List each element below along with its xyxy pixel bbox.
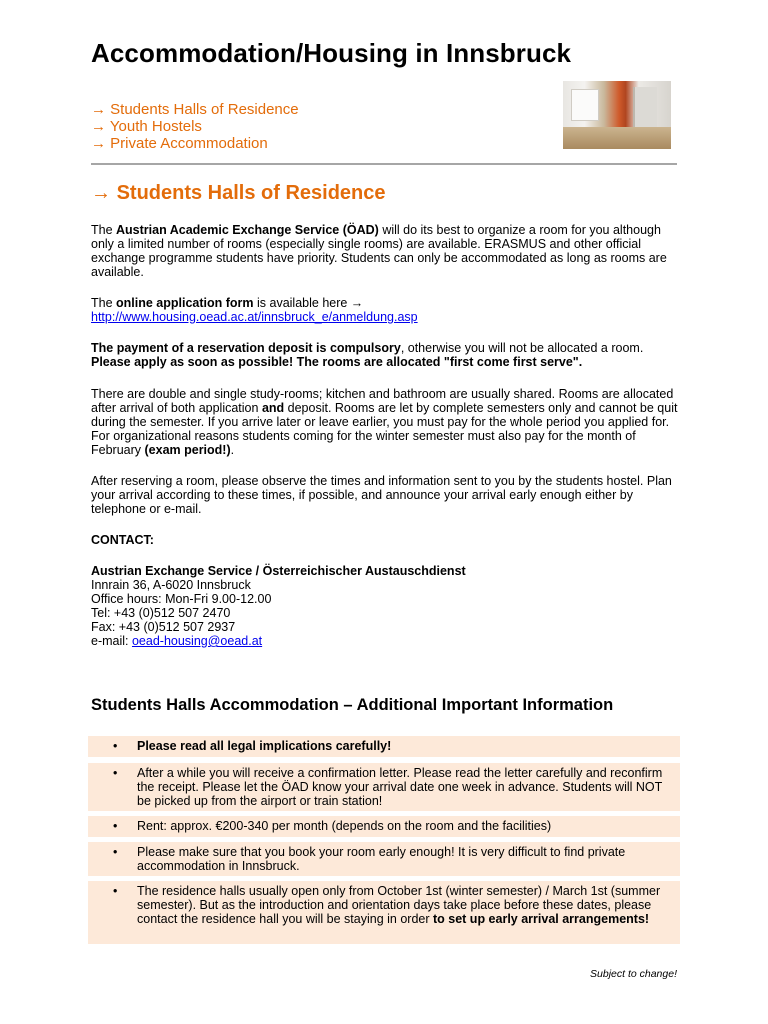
list-item: • The residence halls usually open only from October 1st (winter semester) / March 1st (summer semester). But as the introduction and orientation days take place before these dates, please contact the residence hall you will be staying in order to set up early arrival arrangements! (88, 881, 680, 944)
contact-label: CONTACT: (91, 533, 154, 547)
paragraph-deposit: The payment of a reservation deposit is compulsory, otherwise you will not be allocated a room. Please apply as soon as possible! The rooms are allocated "first come first serve". (91, 341, 644, 369)
page-title: Accommodation/Housing in Innsbruck (91, 38, 572, 68)
arrow-right-icon: → (91, 118, 106, 135)
photo-window (571, 89, 599, 121)
room-photo (563, 81, 671, 149)
footer-note: Subject to change! (590, 968, 677, 980)
additional-info-heading: Students Halls Accommodation – Additional Important Information (91, 696, 614, 714)
toc-link-hostels[interactable]: → Youth Hostels (91, 118, 202, 135)
table-of-contents (91, 101, 299, 152)
contact-hours: Office hours: Mon-Fri 9.00-12.00 (91, 592, 272, 606)
contact-tel: Tel: +43 (0)512 507 2470 (91, 606, 231, 620)
divider (91, 163, 677, 165)
arrow-right-icon: → (91, 182, 111, 204)
list-item: • Rent: approx. €200-340 per month (depends on the room and the facilities) (88, 816, 680, 837)
section-heading: → Students Halls of Residence (91, 182, 386, 204)
arrow-right-icon: → (91, 101, 106, 118)
list-item: • After a while you will receive a confirmation letter. Please read the letter carefully and reconfirm the receipt. Please let the ÖAD know your arrival date one week in advance. Students will NOT be picked up from the airport or train station! (88, 763, 680, 811)
photo-door (633, 87, 657, 131)
toc-link-halls[interactable]: → Students Halls of Residence (91, 101, 299, 118)
contact-block: Austrian Exchange Service / Österreichischer Austauschdienst Innrain 36, A-6020 Innsbruck Office hours: Mon-Fri 9.00-12.00 Tel: +43 (0)512 507 2470 Fax: +43 (0)512 507 2937 e-mail: oead-housing@oead.at (91, 564, 466, 648)
contact-fax: Fax: +43 (0)512 507 2937 (91, 620, 236, 634)
contact-email-link[interactable]: oead-housing@oead.at (131, 634, 263, 648)
list-item: • Please make sure that you book your room early enough! It is very difficult to find private accommodation in Innsbruck. (88, 842, 680, 876)
paragraph-application: The online application form is available here → http://www.housing.oead.ac.at/innsbruck_e/anmeldung.asp (91, 296, 418, 324)
paragraph-intro: The Austrian Academic Exchange Service (ÖAD) will do its best to organize a room for you although only a limited number of rooms (especially single rooms) are available. ERASMUS and other official exchange programme students have priority. Students can only be accommodated as long as rooms are available. (91, 223, 667, 279)
list-item: • Please read all legal implications carefully! (88, 736, 680, 757)
photo-floor (563, 127, 671, 149)
paragraph-rooms: There are double and single study-rooms; kitchen and bathroom are usually shared. Rooms are allocated after arrival of both application and deposit. Rooms are let by complete semesters only and cannot be quit during the semester. If you arrive later or leave earlier, you must pay for the whole period you applied for. For organizational reasons students coming for the winter semester must also pay for the month of February (exam period!). (91, 387, 678, 457)
paragraph-arrival: After reserving a room, please observe the times and information sent to you by the students hostel. Plan your arrival according to these times, if possible, and announce your arrival early enough either by telephone or e-mail. (91, 474, 672, 516)
application-form-link[interactable]: http://www.housing.oead.ac.at/innsbruck_e/anmeldung.asp (91, 310, 418, 324)
contact-address: Innrain 36, A-6020 Innsbruck (91, 578, 251, 592)
contact-org: Austrian Exchange Service / Österreichischer Austauschdienst (91, 564, 466, 578)
toc-link-private[interactable]: → Private Accommodation (91, 135, 268, 152)
arrow-right-icon: → (91, 135, 106, 152)
